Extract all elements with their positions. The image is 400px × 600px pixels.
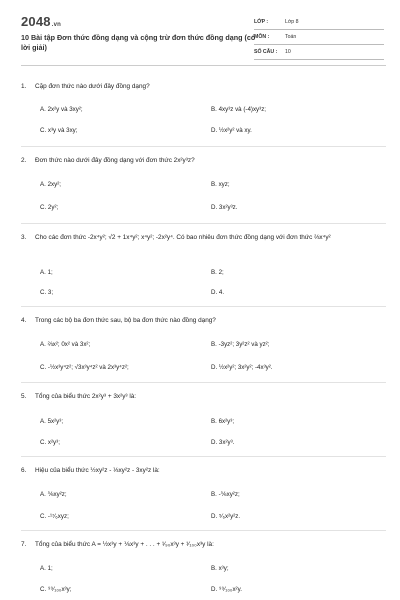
site-logo[interactable]: 2048.vn: [21, 14, 62, 29]
option-d[interactable]: D. ½x²y² và xy.: [211, 127, 252, 134]
option-b[interactable]: B. 2;: [211, 269, 224, 276]
option-c[interactable]: C. -½x³y⁴z²; √3x³y⁴z² và 2x³y⁴z²;: [40, 364, 129, 371]
question-5: 5. Tổng của biểu thức 2x²y³ + 3x²y³ là: A. 5x²y³; B. 6x²y³; C. x²y³; D. 3x²y³.: [21, 393, 235, 446]
option-a[interactable]: A. 1;: [40, 565, 53, 572]
option-b[interactable]: B. 4xy³z và (-4)xy³z;: [211, 106, 267, 113]
page-title: 10 Bài tập Đơn thức đồng dạng và cộng trừ đơn thức đồng dạng (có lời giải): [21, 33, 256, 52]
meta-count: SỐ CÂU : 10: [254, 46, 384, 60]
option-d[interactable]: D. ⁵⁄₆x²y²z.: [211, 513, 241, 520]
meta-box: [254, 16, 384, 61]
option-b[interactable]: B. x³y;: [211, 565, 229, 572]
option-c[interactable]: C. x²y³;: [40, 439, 60, 446]
question-6: 6. Hiệu của biểu thức ½xy²z - ⅓xy²z - 3xy²z là: A. ⅚xy²z; B. -⅚xy²z; C. -¹⁷⁄₆xyz; D. ⁵⁄₆x²y²z.: [21, 467, 241, 520]
option-b[interactable]: B. xyz;: [211, 181, 230, 188]
divider: [21, 146, 386, 147]
divider: [21, 223, 386, 224]
option-c[interactable]: C. 2y²;: [40, 204, 59, 211]
option-a[interactable]: A. 2x²y và 3xy²;: [40, 106, 83, 113]
option-c[interactable]: C. 3;: [40, 289, 54, 296]
divider: [21, 530, 386, 531]
question-7: 7. Tổng của biểu thức A = ½x³y + ⅙x³y + . . . + ¹⁄₉₀x³y + ¹⁄₁₀₀x³y là: A. 1; B. x³y; C. ⁹⁹⁄₁₀₀x³y; D. ⁹⁹⁄₁₀₀x²y.: [21, 541, 242, 593]
divider: [21, 382, 386, 383]
option-b[interactable]: B. -⅚xy²z;: [211, 491, 240, 498]
option-a[interactable]: A. 1;: [40, 269, 53, 276]
option-a[interactable]: A. ⅔x²; 0x² và 3x²;: [40, 341, 91, 348]
meta-subject: MÔN : Toán: [254, 31, 384, 45]
option-c[interactable]: C. x³y và 3xy;: [40, 127, 78, 134]
option-a[interactable]: A. 5x²y³;: [40, 418, 64, 425]
option-d[interactable]: D. 3x²y³z.: [211, 204, 238, 211]
option-a[interactable]: A. 2xy²;: [40, 181, 61, 188]
meta-class: LỚP : Lớp 8: [254, 16, 384, 30]
option-b[interactable]: B. -3yz²; 3y²z² và yz²;: [211, 341, 270, 348]
question-4: 4. Trong các bộ ba đơn thức sau, bộ ba đơn thức nào đồng dạng? A. ⅔x²; 0x² và 3x²; B. -3yz²; 3y²z² và yz²; C. -½x³y⁴z²; √3x³y⁴z² và 2x³y⁴z²; D. ½x²y²; 3x²y²; -4x³y².: [21, 317, 273, 371]
option-b[interactable]: B. 6x²y³;: [211, 418, 235, 425]
divider: [21, 456, 386, 457]
option-d[interactable]: D. 4.: [211, 289, 225, 296]
option-d[interactable]: D. ½x²y²; 3x²y²; -4x³y².: [211, 364, 273, 371]
question-1: 1. Cặp đơn thức nào dưới đây đồng dạng? A. 2x²y và 3xy²; B. 4xy³z và (-4)xy³z; C. x³y và 3xy; D. ½x²y² và xy.: [21, 83, 267, 134]
option-c[interactable]: C. ⁹⁹⁄₁₀₀x³y;: [40, 586, 72, 593]
header-divider: [21, 65, 386, 66]
divider: [21, 306, 386, 307]
option-a[interactable]: A. ⅚xy²z;: [40, 491, 67, 498]
option-d[interactable]: D. ⁹⁹⁄₁₀₀x²y.: [211, 586, 242, 593]
question-2: 2. Đơn thức nào dưới đây đồng dạng với đơn thức 2x²y³z? A. 2xy²; B. xyz; C. 2y²; D. 3x²y³z.: [21, 157, 238, 211]
option-d[interactable]: D. 3x²y³.: [211, 439, 235, 446]
question-3: 3. Cho các đơn thức -2x⁴y²; √2 + 1x⁴y²; x⁴y²; -2x²y⁴. Có bao nhiêu đơn thức đồng dạng với đơn thức ⅔x⁴y² A. 1; B. 2; C. 3; D. 4.: [21, 234, 331, 296]
option-c[interactable]: C. -¹⁷⁄₆xyz;: [40, 513, 69, 520]
